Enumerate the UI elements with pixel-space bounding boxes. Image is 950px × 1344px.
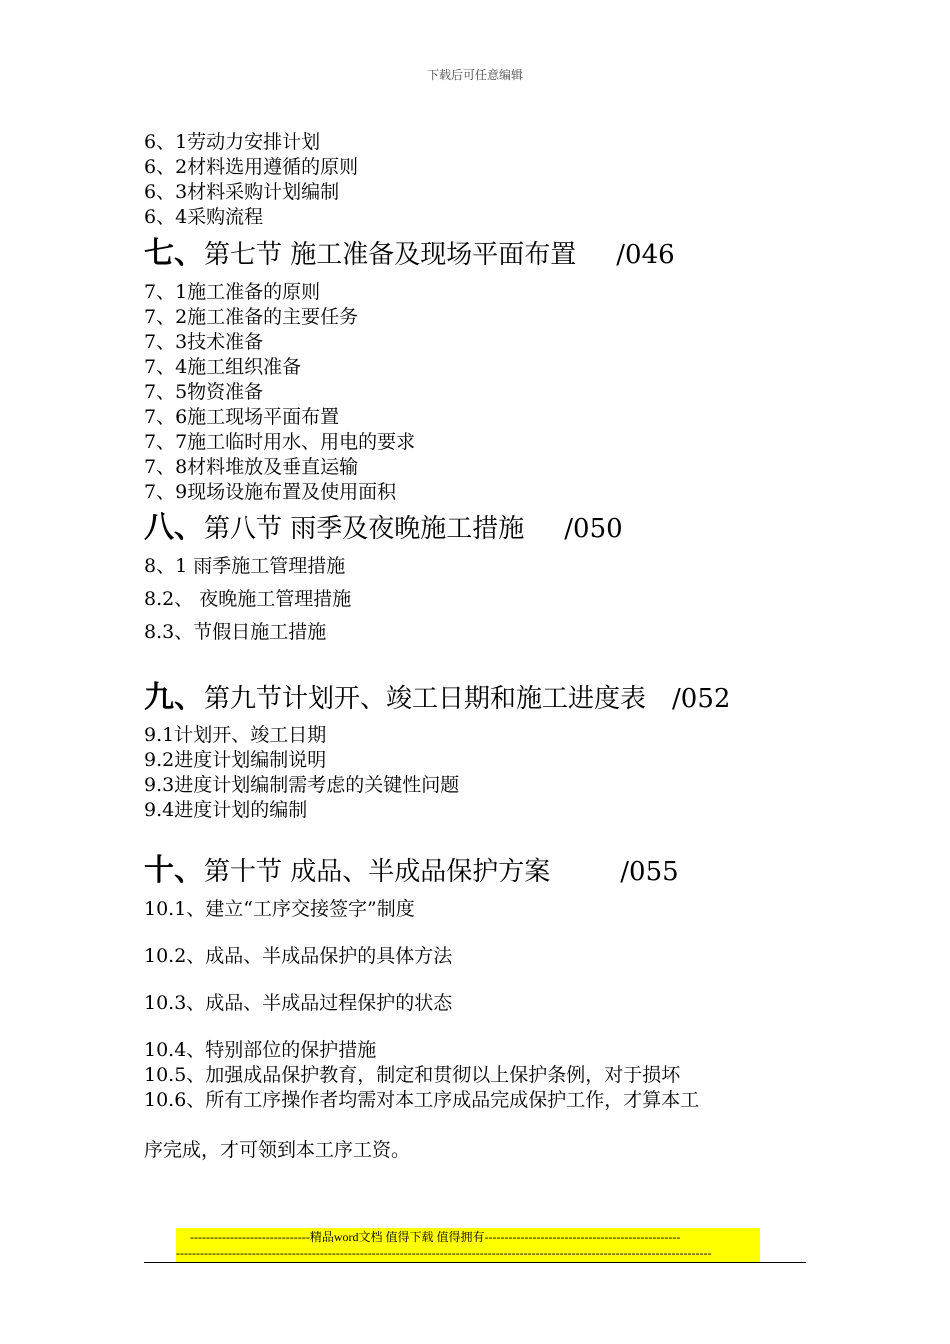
toc-item-9-3: 9.3进度计划编制需考虑的关键性问题 [144,774,460,796]
section-page: /052 [672,684,731,714]
toc-item-7-4: 7、4施工组织准备 [144,356,302,378]
toc-section-8 [144,512,623,545]
section-number: 十、 [144,853,204,888]
toc-item-7-6: 7、6施工现场平面布置 [144,406,340,428]
section-page: /046 [616,240,675,270]
toc-item-10-5: 10.5、加强成品保护教育，制定和贯彻以上保护条例，对于损坏 [144,1064,681,1086]
toc-item-8-3: 8.3、节假日施工措施 [144,621,327,643]
section-title: 第九节计划开、竣工日期和施工进度表 [204,684,647,714]
section-number: 七、 [144,236,204,271]
toc-item-7-1: 7、1施工准备的原则 [144,281,321,303]
toc-item-6-4: 6、4采购流程 [144,206,264,228]
toc-item-7-7: 7、7施工临时用水、用电的要求 [144,431,416,453]
footer-rule [144,1262,806,1263]
toc-section-7 [144,238,675,271]
toc-section-9 [144,682,730,715]
section-page: /050 [564,514,623,544]
toc-item-7-9: 7、9现场设施布置及使用面积 [144,481,397,503]
section-number: 九、 [144,680,204,715]
toc-item-7-8: 7、8材料堆放及垂直运输 [144,456,359,478]
toc-item-7-3: 7、3技术准备 [144,331,264,353]
toc-item-6-1: 6、1劳动力安排计划 [144,131,321,153]
toc-item-9-2: 9.2进度计划编制说明 [144,749,327,771]
section-number: 八、 [144,510,204,545]
toc-section-10 [144,855,679,888]
section-title: 第八节 雨季及夜晚施工措施 [204,514,525,544]
section-page: /055 [620,857,679,887]
toc-item-10-6: 10.6、所有工序操作者均需对本工序成品完成保护工作，才算本工 [144,1089,700,1111]
section-title: 第七节 施工准备及现场平面布置 [204,240,577,270]
toc-item-6-2: 6、2材料选用遵循的原则 [144,156,359,178]
paragraph-continuation: 序完成，才可领到本工序工资。 [144,1139,411,1161]
toc-item-7-5: 7、5物资准备 [144,381,264,403]
footer-watermark-line: ------------------------------精品word文档 值得下载 值得拥有------------------------------------------------- [190,1230,681,1244]
toc-item-10-4: 10.4、特别部位的保护措施 [144,1039,377,1061]
toc-item-9-1: 9.1计划开、竣工日期 [144,724,327,746]
footer-dash-line: -------------------------------------------------------------------------------------------------------------------------------------- [176,1246,712,1260]
toc-item-10-3: 10.3、成品、半成品过程保护的状态 [144,992,453,1014]
toc-item-7-2: 7、2施工准备的主要任务 [144,306,359,328]
page-header: 下载后可任意编辑 [426,68,523,82]
toc-item-9-4: 9.4进度计划的编制 [144,799,308,821]
toc-item-8-2: 8.2、 夜晚施工管理措施 [144,588,352,610]
toc-item-10-2: 10.2、成品、半成品保护的具体方法 [144,945,453,967]
toc-item-8-1: 8、1 雨季施工管理措施 [144,555,346,577]
toc-item-6-3: 6、3材料采购计划编制 [144,181,340,203]
section-title: 第十节 成品、半成品保护方案 [204,857,551,887]
toc-item-10-1: 10.1、建立“工序交接签字”制度 [144,898,415,920]
